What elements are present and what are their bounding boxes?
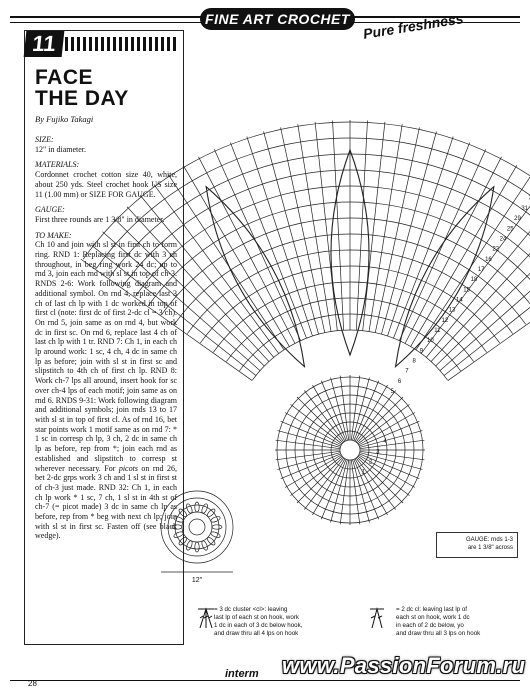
round-label: 12 — [441, 317, 449, 324]
inset-petal — [212, 525, 222, 529]
mesh-radial — [431, 207, 530, 362]
mesh-radial — [399, 149, 485, 340]
inset-ring — [189, 519, 205, 535]
inset-petal — [173, 515, 184, 523]
two-dc-cluster-icon — [370, 606, 384, 630]
inset-petal — [195, 542, 199, 552]
gauge-box — [436, 532, 518, 558]
inset-petal — [206, 508, 216, 518]
round-label: 25 — [506, 226, 514, 233]
inset-petal — [210, 515, 221, 523]
round-label: 5 — [390, 389, 395, 396]
inset-petal — [210, 531, 221, 539]
instructions-body — [35, 129, 177, 541]
size-text: 12" in diameter. — [35, 144, 87, 154]
inset-petal — [185, 503, 193, 514]
round-label: 17 — [477, 266, 485, 273]
inset-petal — [206, 536, 216, 546]
round-label: 13 — [448, 307, 456, 314]
round-label: 15 — [463, 287, 470, 294]
size-label: SIZE: — [35, 135, 54, 144]
gauge-box-line1: GAUGE: rnds 1-3 — [465, 537, 513, 543]
center-stitch — [356, 390, 396, 442]
round-label: 31 — [521, 205, 529, 212]
instructions-picots-word: picots — [118, 463, 138, 473]
gauge-label: GAUGE: — [35, 205, 65, 215]
gauge-box-line2: are 1 3/8" across — [467, 545, 513, 551]
legend-line: = 3 dc cluster <cl>: leaving — [214, 606, 288, 613]
mesh-radial — [388, 137, 454, 336]
inset-petal — [178, 536, 188, 546]
mesh-radial — [375, 127, 419, 332]
footer-brand: interm — [225, 668, 259, 680]
round-label: 29 — [514, 216, 521, 223]
round-label: 11 — [434, 327, 441, 334]
inset-petal — [178, 508, 188, 518]
mesh-radial — [183, 165, 289, 346]
inset-dimension-label: 12" — [191, 577, 203, 584]
center-stitch — [290, 404, 342, 444]
round-label: 2 — [368, 459, 373, 466]
pattern-number: 11 — [24, 31, 65, 57]
tagline: Pure freshness — [362, 10, 465, 42]
mesh-radial — [264, 132, 319, 335]
round-label: 4 — [383, 439, 387, 446]
round-label: 16 — [485, 256, 492, 263]
center-stitch — [356, 458, 396, 510]
round-label: 6 — [397, 378, 402, 385]
mesh-radial — [411, 165, 517, 346]
center-stitch — [304, 458, 344, 510]
legend-line: and draw thru all 4 lps on hook — [214, 630, 299, 637]
center-stitch — [290, 456, 342, 496]
legend-line: last lp of each st on hook, work — [214, 614, 299, 621]
to-make-label: TO MAKE: — [35, 230, 72, 240]
legend-two-dc-cluster — [396, 606, 514, 638]
materials-label: MATERIALS: — [35, 160, 80, 170]
center-stitch — [358, 456, 410, 496]
pattern-title-line2: THE DAY — [35, 87, 129, 110]
legend-line: each st on hook, work 1 dc — [396, 614, 470, 621]
inset-petal — [185, 540, 193, 551]
round-label: 14 — [456, 297, 463, 304]
mesh-radial — [214, 149, 300, 340]
mesh-radial — [281, 127, 325, 332]
three-dc-cluster-icon — [198, 606, 214, 630]
magazine-title: FINE ART CROCHET — [200, 8, 355, 30]
instructions-part2: on rnd 26, bet 2-dc grps work 3 ch and 1 sl st in first st of ch-3 just made. RND 32: Ch 1, in each ch lp work * 1 sc, 7 ch, 1 sl st in 4th st of ch-7 (= picot made) 3 dc in same ch lp as before, rep from * beg with next ch lp; join with sl st in first sc. Fasten off (see black wedge). — [35, 463, 177, 541]
decorative-strip — [65, 37, 179, 51]
round-label: 24 — [499, 236, 507, 243]
legend-line: = 2 dc cl: leaving last lp of — [396, 606, 468, 613]
mesh-radial — [247, 137, 313, 336]
legend-line: and draw thru all 3 lps on hook — [396, 630, 481, 637]
round-label: 1 — [361, 469, 365, 476]
pattern-title-line1: FACE — [35, 66, 94, 89]
legend-three-dc-cluster — [214, 606, 332, 638]
round-label: 22 — [492, 246, 500, 253]
inset-petal — [201, 540, 209, 551]
page-number: 28 — [28, 679, 37, 688]
byline: By Fujiko Takagi — [35, 114, 94, 124]
instructions-part1: Ch 10 and join with sl st in first ch to form ring. RND 1: Replacing first dc with 3 ch throughout, in beg ring work 24 dc; up to rnd 3, join each rnd with sl st in top of ch-3. RNDS 2-6: Work following diagram and additional symbol. On rnd 4, replace last 3 ch of last ch lp with 1 dc worked in top of first cl (note: first dc of first 2-dc cl = 3 ch). On rnd 5, join same as on rnd 4, but work dc in first sc. On rnd 6, replace last 4 ch of last ch lp with 1 tr. RND 7: Ch 1, in each ch lp around work: 1 sc, 4 ch, 4 dc in same ch lp as before; join with sl st in first sc and slipstitch to 4th ch of first ch lp. RND 8: Work ch-7 lps all around, insert hook for sc over ch-4 lps of each motif; join same as on rnd 6. RNDS 9-31: Work following diagram and additional symbols; join rnds 13 to 17 with sl st in top of first cl. As of rnd 16, bet star points work 1 motif same as on rnd 7: * 1 sc in corresp ch lp, 3 ch, 2 dc in same ch lp as before, rep from *; join each rnd as established and slipstitch to corresp st wherever necessary. For — [35, 240, 177, 473]
center-ring — [340, 440, 360, 460]
mesh-radial — [381, 132, 436, 335]
gauge-text: First three rounds are 1 3/8" in diameter. — [35, 214, 165, 224]
inset-ring — [175, 505, 219, 549]
round-label: 18 — [470, 277, 478, 284]
inset-petal — [195, 502, 199, 512]
watermark: www.PassionForum.ru — [282, 653, 526, 678]
inset-petal — [172, 525, 182, 529]
round-label: 9 — [419, 348, 424, 355]
inset-petal — [201, 503, 209, 514]
legend-line: in each of 2 dc below, yo — [396, 622, 464, 629]
center-stitch — [304, 390, 344, 442]
inset-motif-diagram — [152, 482, 242, 586]
center-stitch — [358, 404, 410, 444]
inset-petal — [173, 531, 184, 539]
round-label: 8 — [412, 358, 416, 365]
pattern-title — [35, 67, 175, 109]
legend-line: 1 dc in each of 3 dc below hook, — [214, 622, 303, 629]
materials-text: Cordonnet crochet cotton size 40, white, about 250 yds. Steel crochet hook US size 11 (1.00 mm) or SIZE FOR GAUGE. — [35, 170, 177, 199]
round-label: 3 — [376, 449, 380, 456]
round-label: 10 — [426, 338, 434, 345]
round-label: 7 — [405, 368, 409, 375]
mesh-radial — [168, 175, 284, 350]
inset-ring — [168, 498, 226, 556]
